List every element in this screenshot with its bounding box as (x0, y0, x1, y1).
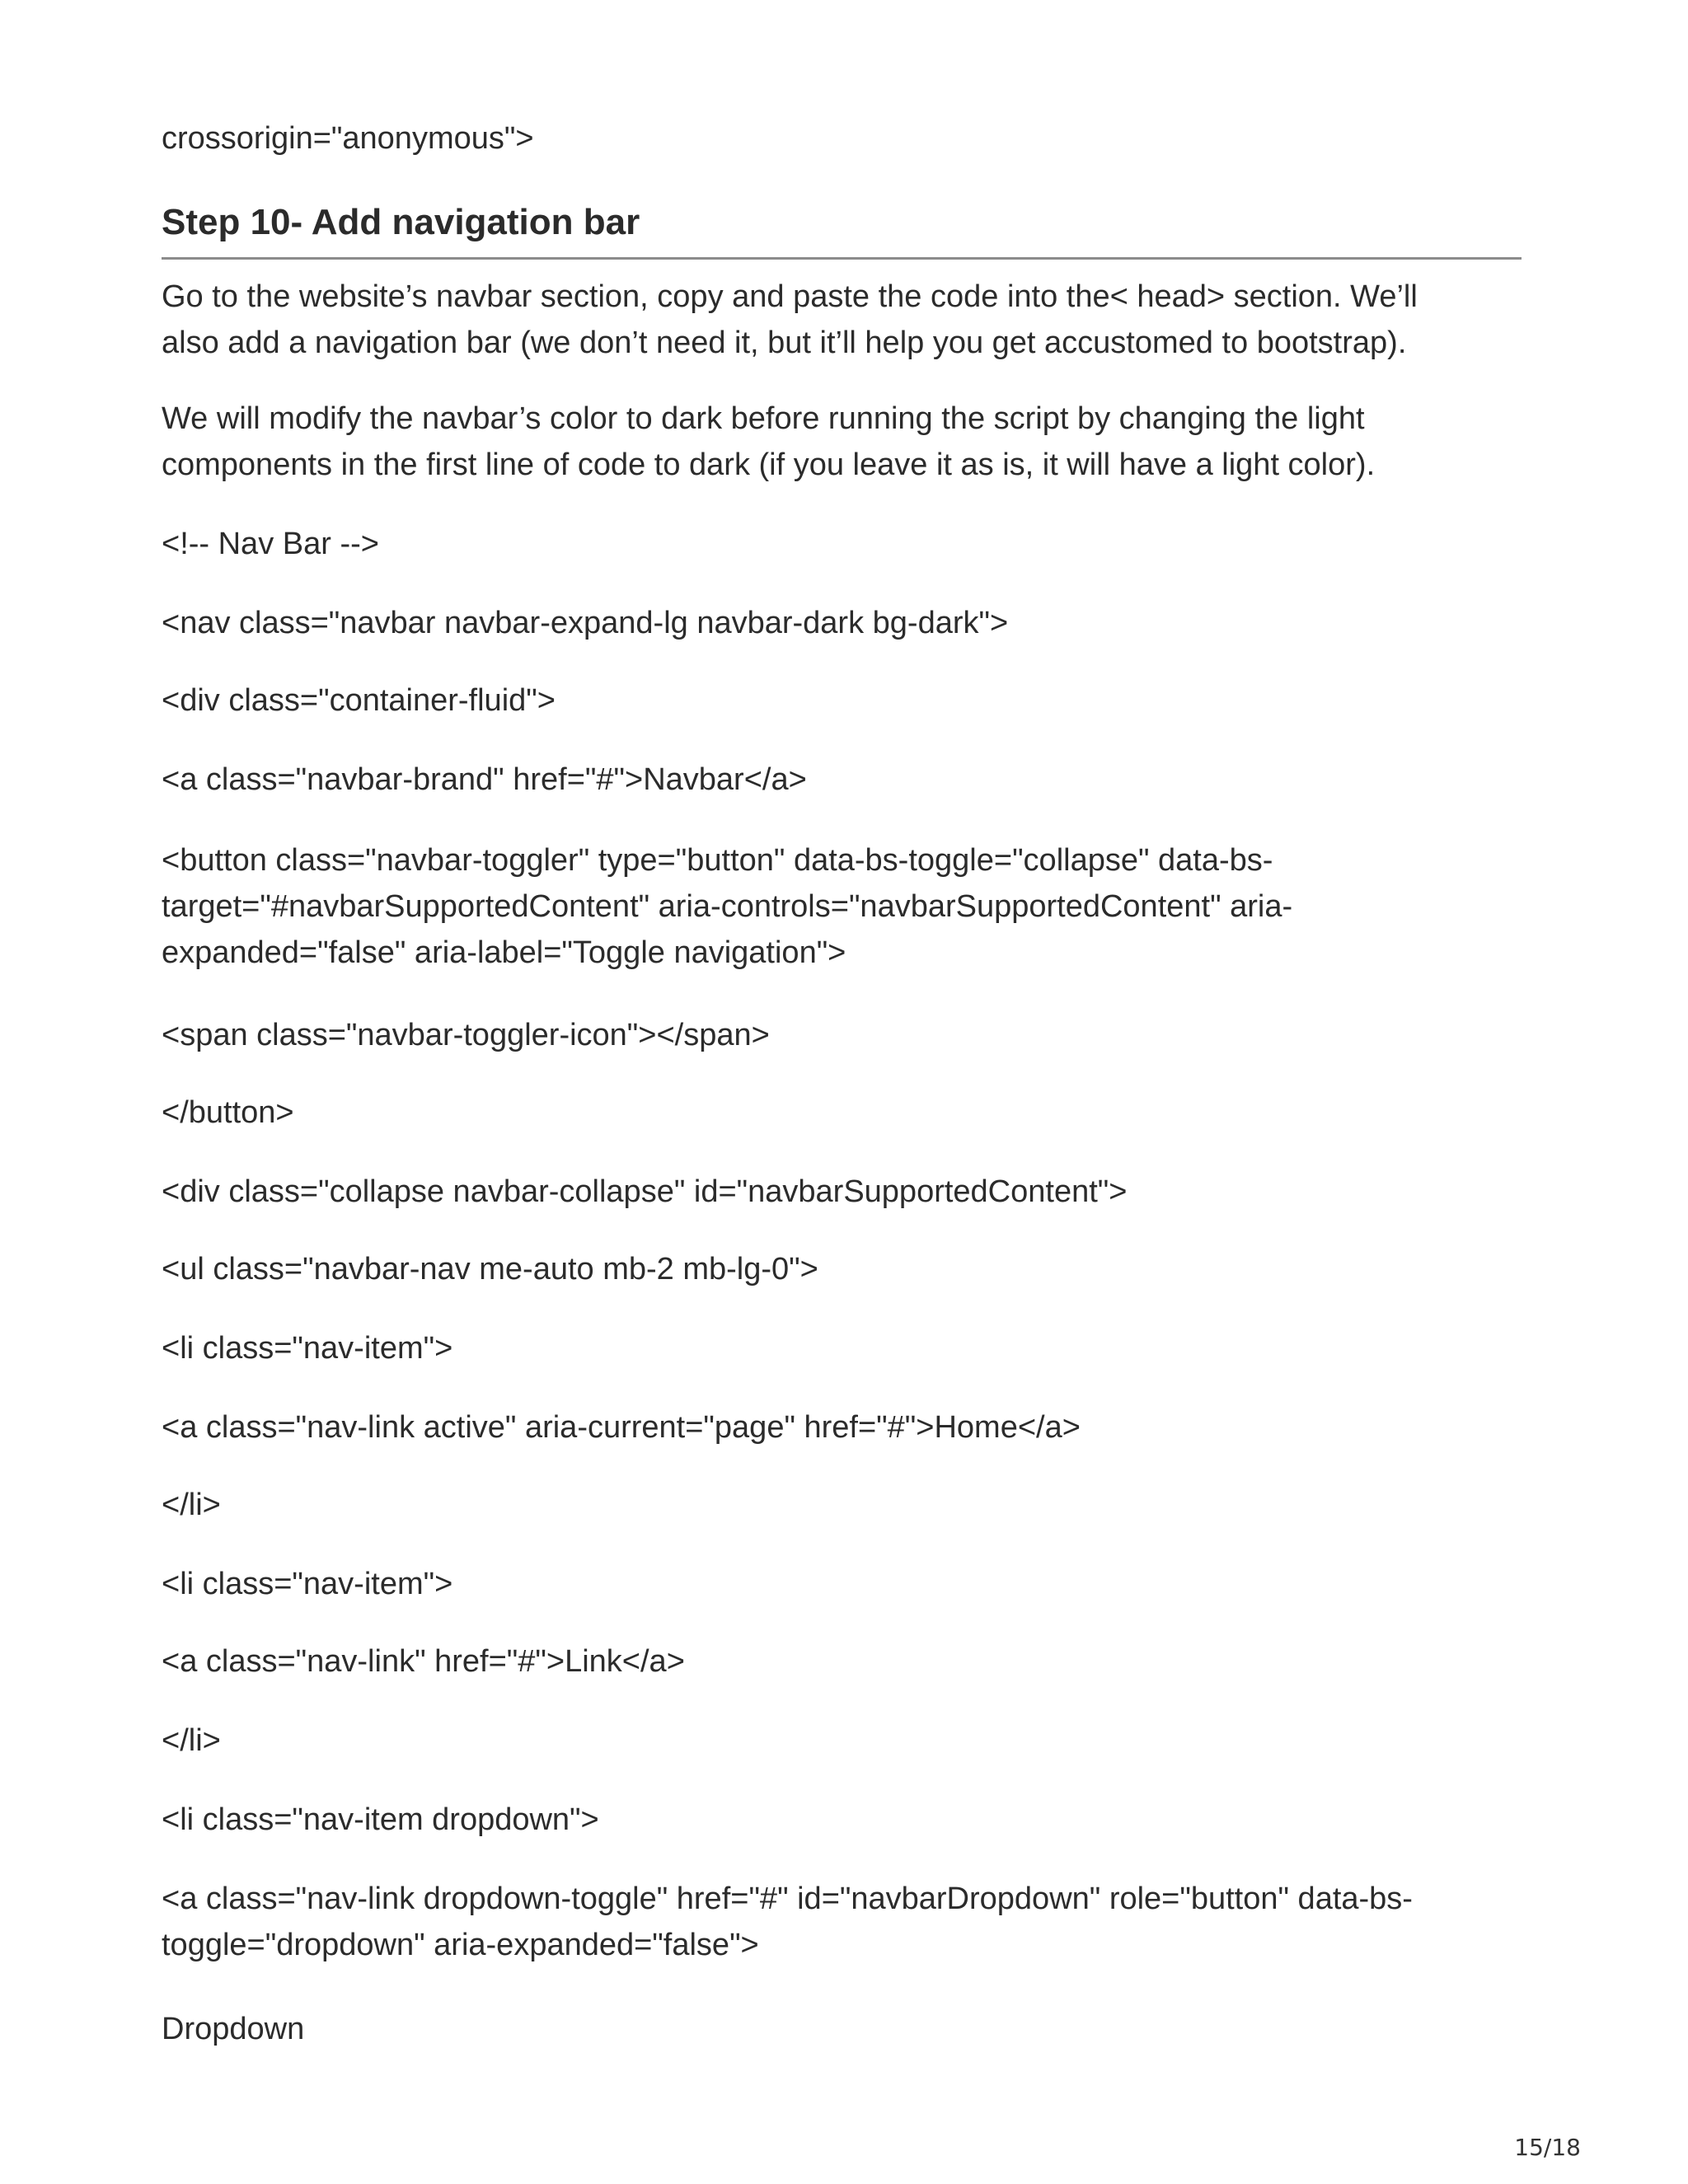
code-line: expanded="false" aria-label="Toggle navigation"> (162, 935, 846, 970)
code-line: <button class="navbar-toggler" type="button" data-bs-toggle="collapse" data-bs- (162, 843, 1273, 878)
paragraph-color-note (162, 396, 1522, 488)
code-line: <a class="nav-link dropdown-toggle" href="#" id="navbarDropdown" role="button" data-bs- (162, 1882, 1413, 1916)
code-line: <li class="nav-item dropdown"> (162, 1802, 599, 1837)
code-fragment-top: crossorigin="anonymous"> (162, 121, 534, 156)
paragraph-line: Go to the website’s navbar section, copy and paste the code into the< head> section. We’ll (162, 279, 1418, 314)
code-line: <a class="nav-link active" aria-current="page" href="#">Home</a> (162, 1410, 1081, 1445)
code-line: <div class="collapse navbar-collapse" id="navbarSupportedContent"> (162, 1174, 1128, 1209)
code-block-button (162, 837, 1522, 976)
paragraph-line: also add a navigation bar (we don’t need it, but it’ll help you get accustomed to bootstrap). (162, 326, 1407, 360)
code-line: <ul class="navbar-nav me-auto mb-2 mb-lg-0"> (162, 1252, 818, 1286)
code-line: Dropdown (162, 2012, 305, 2046)
code-line: target="#navbarSupportedContent" aria-controls="navbarSupportedContent" aria- (162, 889, 1293, 924)
paragraph-intro (162, 274, 1522, 366)
code-line: <!-- Nav Bar --> (162, 527, 379, 561)
heading-divider (162, 257, 1522, 260)
code-line: </li> (162, 1488, 221, 1522)
code-line: <li class="nav-item"> (162, 1331, 453, 1366)
paragraph-line: components in the first line of code to dark (if you leave it as is, it will have a light color). (162, 448, 1376, 482)
code-line: <a class="navbar-brand" href="#">Navbar</a> (162, 762, 807, 797)
paragraph-line: We will modify the navbar’s color to dark before running the script by changing the light (162, 401, 1365, 436)
code-line: <li class="nav-item"> (162, 1567, 453, 1601)
code-line: toggle="dropdown" aria-expanded="false"> (162, 1928, 759, 1962)
code-block-dropdown (162, 1876, 1522, 1968)
code-line: </button> (162, 1095, 294, 1130)
code-line: <a class="nav-link" href="#">Link</a> (162, 1644, 685, 1679)
page-number: 15/18 (1514, 2134, 1581, 2161)
section-heading: Step 10- Add navigation bar (162, 202, 640, 242)
code-line: <span class="navbar-toggler-icon"></span> (162, 1018, 770, 1052)
code-line: </li> (162, 1723, 221, 1758)
code-line: <nav class="navbar navbar-expand-lg navbar-dark bg-dark"> (162, 606, 1009, 640)
code-line: <div class="container-fluid"> (162, 683, 556, 718)
